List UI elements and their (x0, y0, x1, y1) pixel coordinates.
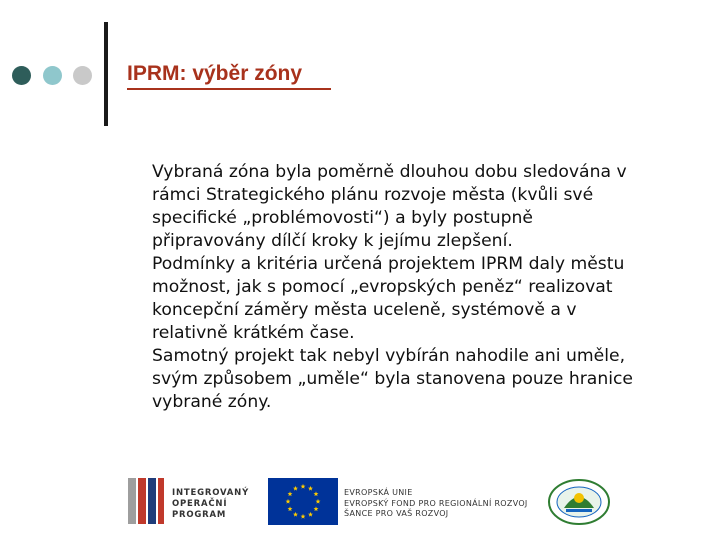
paragraph-1 (152, 161, 662, 253)
paragraph-line: Vybraná zóna byla poměrně dlouhou dobu sledována v (152, 162, 627, 182)
paragraph-line: svým způsobem „uměle“ byla stanovena pouze hranice (152, 369, 634, 389)
eu-flag-icon (268, 478, 338, 525)
iop-line: INTEGROVANÝ (172, 488, 250, 498)
eu-line: ŠANCE PRO VAŠ ROZVOJ (344, 509, 449, 518)
eu-line: EVROPSKÁ UNIE (344, 488, 413, 497)
iop-line: PROGRAM (172, 510, 227, 520)
slide-body (152, 161, 662, 414)
paragraph-line: vybrané zóny. (152, 392, 272, 412)
paragraph-line: Samotný projekt tak nebyl vybírán nahodile ani uměle, (152, 346, 626, 366)
title-divider (104, 22, 108, 126)
eu-logo-text (344, 488, 528, 520)
footer-logos (128, 478, 648, 526)
paragraph-line: koncepční záměry města uceleně, systémově a v (152, 300, 577, 320)
iop-line: OPERAČNÍ (172, 499, 228, 509)
decor-dot-gray (73, 66, 92, 85)
eu-line: EVROPSKÝ FOND PRO REGIONÁLNÍ ROZVOJ (344, 498, 528, 508)
paragraph-line: Podmínky a kritéria určená projektem IPRM daly městu (152, 254, 625, 274)
paragraph-line: rámci Strategického plánu rozvoje města (kvůli své (152, 185, 594, 205)
paragraph-line: možnost, jak s pomocí „evropských peněz“ realizovat (152, 277, 613, 297)
paragraph-2 (152, 253, 662, 345)
iop-logo-text (172, 488, 249, 521)
paragraph-line: připravovány dílčí kroky k jejímu zlepšení. (152, 231, 513, 251)
slide-title: IPRM: výběr zóny (127, 62, 303, 85)
decor-dot-dark (12, 66, 31, 85)
paragraph-line: specifické „problémovosti“) a byly postupně (152, 208, 533, 228)
decor-dot-teal (43, 66, 62, 85)
paragraph-3 (152, 345, 662, 414)
paragraph-line: relativně krátkém čase. (152, 323, 355, 343)
mmr-seal-icon (544, 478, 614, 526)
iop-logo-icon (128, 478, 164, 524)
title-underline (127, 88, 331, 90)
